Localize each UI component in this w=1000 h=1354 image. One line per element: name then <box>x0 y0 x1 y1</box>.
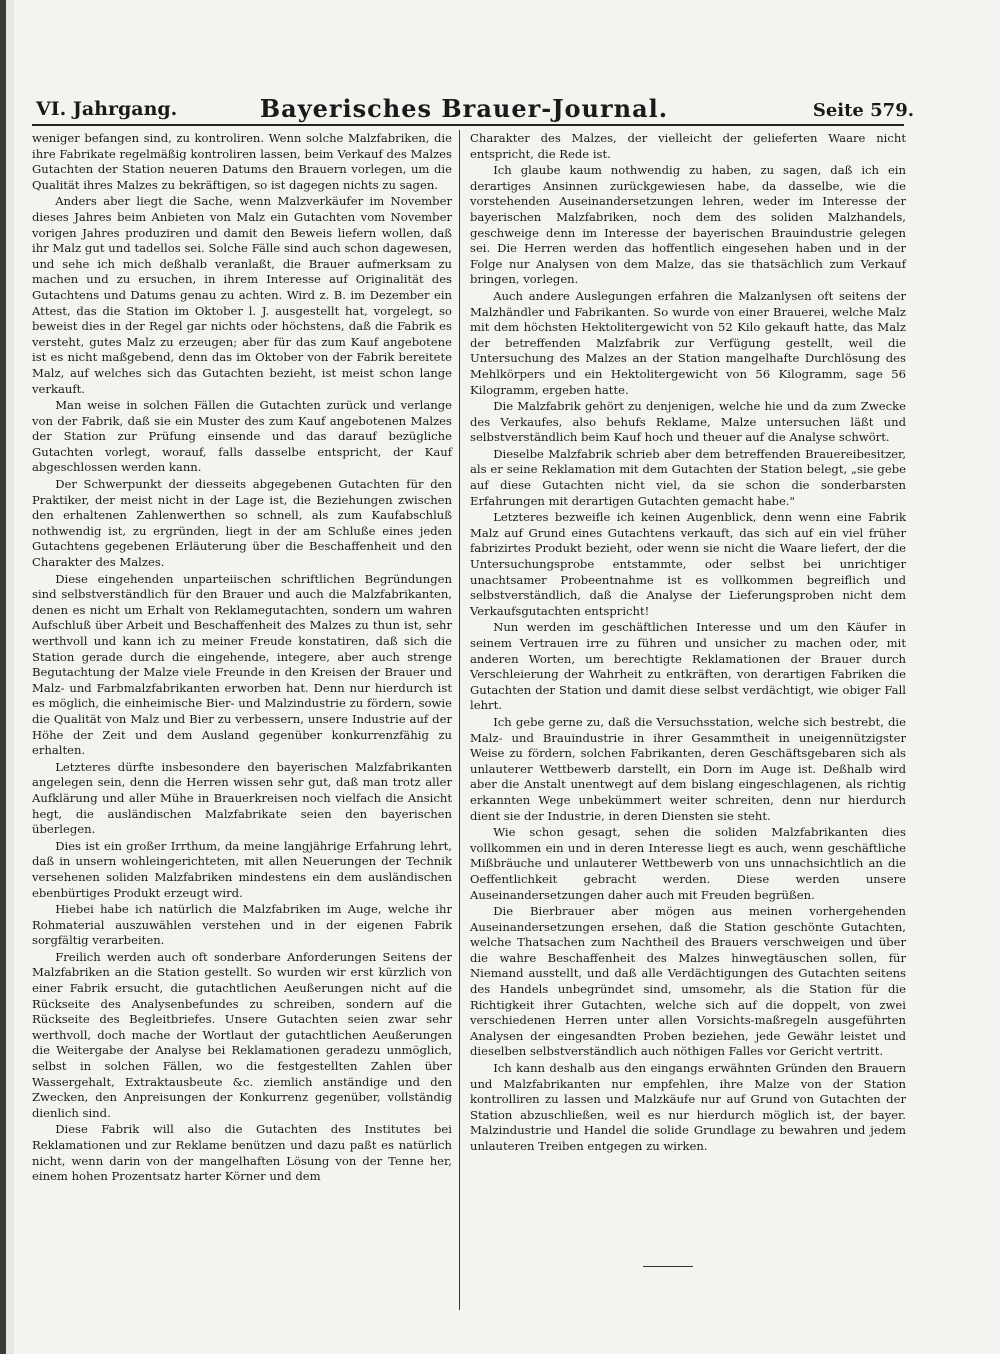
end-rule <box>643 1266 693 1267</box>
left-column <box>32 131 452 1185</box>
paragraph: Nun werden im geschäftlichen Interesse und um den Käufer in seinem Vertrauen irre zu führen und unsicher zu machen oder, mit anderen Worten, um berechtigte Reklamationen der Brauer durch Verschleierung der Wahrheit zu entkräften, von derartigen Fabriken die Gutachten der Station und damit diese selbst verdächtigt, wie obiger Fall lehrt. <box>470 620 906 713</box>
paragraph: Freilich werden auch oft sonderbare Anforderungen Seitens der Malzfabriken an die Station gestellt. So wurden wir erst kürzlich von einer Fabrik ersucht, die gutachtlichen Aeußerungen nicht auf die Rückseite des Analysenbefundes zu schreiben, sondern auf die Rückseite des Begleitbriefes. Unsere Gutachten seien zwar sehr werthvoll, doch mache der Wortlaut der gutachtlichen Aeußerungen die Weitergabe der Analyse bei Reklamationen geradezu unmöglich, selbst in solchen Fällen, wo die festgestellten Zahlen über Wassergehalt, Extraktausbeute &c. ziemlich anständige und den Zwecken, den Anpreisungen der Konkurrenz gegenüber, vollständig dienlich sind. <box>32 949 452 1120</box>
paragraph: Charakter des Malzes, der vielleicht der gelieferten Waare nicht entspricht, die Rede ist. <box>470 131 906 161</box>
paragraph: weniger befangen sind, zu kontroliren. Wenn solche Malzfabriken, die ihre Fabrikate regelmäßig kontroliren lassen, beim Verkauf des Malzes Gutachten der Station neueren Datums den Brauern vorlegen, um die Qualität ihres Malzes zu bekräftigen, so ist dagegen nichts zu sagen. <box>32 131 452 192</box>
paragraph: Letzteres dürfte insbesondere den bayerischen Malzfabrikanten angelegen sein, denn die Herren wissen sehr gut, daß man trotz aller Aufklärung und aller Mühe in Brauerkreisen noch vielfach die Ansicht hegt, die ausländischen Malzfabrikate seien den bayerischen überlegen. <box>32 759 452 837</box>
paragraph: Auch andere Auslegungen erfahren die Malzanlysen oft seitens der Malzhändler und Fabrikanten. So wurde von einer Brauerei, welche Malz mit dem höchsten Hektolitergewicht von 52 Kilo gekauft hatte, das Malz der betreffenden Malzfabrik zur Verfügung gestellt, weil die Untersuchung des Malzes an der Station mangelhafte Durchlösung des Mehlkörpers und ein Hektolitergewicht von 56 Kilogramm, sage 56 Kilogramm, ergeben hatte. <box>470 288 906 397</box>
paragraph: Letzteres bezweifle ich keinen Augenblick, denn wenn eine Fabrik Malz auf Grund eines Gutachtens verkauft, das sich auf ein viel früher fabrizirtes Produkt bezieht, oder wenn sie nicht die Waare liefert, der die Untersuchungsprobe entstammte, oder selbst bei unrichtiger unachtsamer Probeentnahme ist es vollkommen begreiflich und selbstverständlich, daß die Analyse der Lieferungsproben nicht dem Verkaufsgutachten entspricht! <box>470 510 906 618</box>
paragraph: Der Schwerpunkt der diesseits abgegebenen Gutachten für den Praktiker, der meist nicht in der Lage ist, die Beziehungen zwischen den erhaltenen Zahlenwerthen so schnell, als zum Kaufabschluß nothwendig ist, zu ergründen, liegt in der am Schluße eines jeden Gutachtens gegebenen Erläuterung über die Beschaffenheit und den Charakter des Malzes. <box>32 477 452 570</box>
paragraph: Dies ist ein großer Irrthum, da meine langjährige Erfahrung lehrt, daß in unsern wohleingerichteten, mit allen Neuerungen der Technik versehenen soliden Malzfabriken mindestens ein dem ausländischen ebenbürtiges Produkt erzeugt wird. <box>32 838 452 900</box>
paragraph: Anders aber liegt die Sache, wenn Malzverkäufer im November dieses Jahres beim Anbieten von Malz ein Gutachten vom November vorigen Jahres produziren und damit den Beweis liefern wollen, daß ihr Malz gut und tadellos sei. Solche Fälle sind auch schon dagewesen, und sehe ich mich deßhalb veranlaßt, die Brauer aufmerksam zu machen und zu ersuchen, in ihrem Interesse auf Originalität des Gutachtens und Datums genau zu achten. Wird z. B. im Dezember ein Attest, das die Station im Oktober l. J. ausgestellt hat, vorgelegt, so beweist dies in der Regel gar nichts oder höchstens, daß die Fabrik es versteht, gutes Malz zu erzeugen; aber für das zum Kauf angebotene ist es nicht maßgebend, denn das im Oktober von der Fabrik bereitete Malz, auf welches sich das Gutachten bezieht, ist meist schon lange verkauft. <box>32 194 452 396</box>
paragraph: Diese eingehenden unparteiischen schriftlichen Begründungen sind selbstverständlich für den Brauer und auch die Malzfabrikanten, denen es nicht um Erhalt von Reklamegutachten, sondern um wahren Aufschluß über Arbeit und Beschaffenheit des Malzes zu thun ist, sehr werthvoll und kann ich zu meiner Freude konstatiren, daß sich die Station gerade durch die eingehende, integere, aber auch strenge Begutachtung der Malze viele Freunde in den Kreisen der Brauer und Malz- und Farbmalzfabrikanten erworben hat. Denn nur hierdurch ist es möglich, die einheimische Bier- und Malzindustrie zu fördern, sowie die Qualität von Malz und Bier zu verbessern, unsere Industrie auf der Höhe der Zeit und dem Ausland gegenüber konkurrenzfähig zu erhalten. <box>32 571 452 758</box>
column-divider <box>459 130 460 1310</box>
paragraph: Ich kann deshalb aus den eingangs erwähnten Gründen den Brauern und Malzfabrikanten nur empfehlen, ihre Malze von der Station kontrolliren zu lassen und Malzkäufe nur auf Grund von Gutachten der Station abzuschließen, weil es nur hierdurch möglich ist, der bayer. Malzindustrie und Handel die solide Grundlage zu bewahren und jedem unlauteren Treiben entgegen zu wirken. <box>470 1061 906 1153</box>
paragraph: Ich glaube kaum nothwendig zu haben, zu sagen, daß ich ein derartiges Ansinnen zurückgewiesen habe, da dasselbe, wie die vorstehenden Auseinandersetzungen lehren, weder im Interesse der bayerischen Malzfabriken, noch dem des soliden Malzhandels, geschweige denn im Interesse der bayerischen Brauindustrie gelegen sei. Die Herren werden das hoffentlich eingesehen haben und in der Folge nur Analysen von dem Malze, das sie thatsächlich zum Verkauf bringen, vorlegen. <box>470 163 906 287</box>
page-number: Seite 579. <box>812 100 914 121</box>
volume-label: VI. Jahrgang. <box>36 98 178 120</box>
header-rule <box>32 124 904 126</box>
paragraph: Dieselbe Malzfabrik schrieb aber dem betreffenden Brauereibesitzer, als er seine Reklamation mit dem Gutachten der Station belegt, „sie gebe auf diese Gutachten nicht viel, da sie schon die sonderbarsten Erfahrungen mit derartigen Gutachten gemacht habe." <box>470 446 906 508</box>
paragraph: Diese Fabrik will also die Gutachten des Institutes bei Reklamationen und zur Reklame benützen und dazu paßt es natürlich nicht, wenn darin von der mangelhaften Lösung von der Tenne her, einem hohen Prozentsatz harter Körner und dem <box>32 1122 452 1184</box>
page-header <box>14 92 914 126</box>
paragraph: Die Bierbrauer aber mögen aus meinen vorhergehenden Auseinandersetzungen ersehen, daß die Station geschönte Gutachten, welche Thatsachen zum Nachtheil des Brauers verschweigen und über die wahre Beschaffenheit des Malzes hinwegtäuschen sollen, für Niemand ausstellt, und daß alle Verdächtigungen des Gutachten seitens des Handels unbegründet sind, umsomehr, als die Station für die Richtigkeit ihrer Gutachten, welche sich auf die doppelt, von zwei verschiedenen Herren unter allen Vorsichts-maßregeln ausgeführten Analysen der eingesandten Proben beziehen, jede Gewähr leistet und dieselben selbstverständlich auch nöthigen Falles vor Gericht vertritt. <box>470 904 906 1059</box>
journal-title: Bayerisches Brauer-Journal. <box>259 94 669 123</box>
paragraph: Ich gebe gerne zu, daß die Versuchsstation, welche sich bestrebt, die Malz- und Brauindustrie in ihrer Gesammtheit in uneigennützigster Weise zu fördern, solchen Fabrikanten, deren Geschäftsgebaren sich als unlauterer Wettbewerb darstellt, ein Dorn im Auge ist. Deßhalb wird aber die Anstalt unentwegt auf dem bislang eingeschlagenen, als richtig erkannten Wege unbekümmert weiter schreiten, denn nur hierdurch dient sie der Industrie, in deren Diensten sie steht. <box>470 714 906 823</box>
paragraph: Die Malzfabrik gehört zu denjenigen, welche hie und da zum Zwecke des Verkaufes, also behufs Reklame, Malze untersuchen läßt und selbstverständlich beim Kauf hoch und theuer auf die Analyse schwört. <box>470 399 906 445</box>
right-column <box>470 131 906 1155</box>
scan-edge <box>0 0 6 1354</box>
paragraph: Man weise in solchen Fällen die Gutachten zurück und verlange von der Fabrik, daß sie ein Muster des zum Kauf angebotenen Malzes der Station zur Prüfung einsende und das darauf bezügliche Gutachten vorlegt, worauf, falls dasselbe entspricht, der Kauf abgeschlossen werden kann. <box>32 398 452 475</box>
paragraph: Hiebei habe ich natürlich die Malzfabriken im Auge, welche ihr Rohmaterial auszuwählen verstehen und in der eigenen Fabrik sorgfältig verarbeiten. <box>32 902 452 948</box>
paragraph: Wie schon gesagt, sehen die soliden Malzfabrikanten dies vollkommen ein und in deren Interesse liegt es auch, wenn geschäftliche Mißbräuche und unlauterer Wettbewerb von uns unnachsichtlich an die Oeffentlichkeit gebracht werden. Diese werden unsere Auseinandersetzungen daher auch mit Freuden begrüßen. <box>470 825 906 902</box>
